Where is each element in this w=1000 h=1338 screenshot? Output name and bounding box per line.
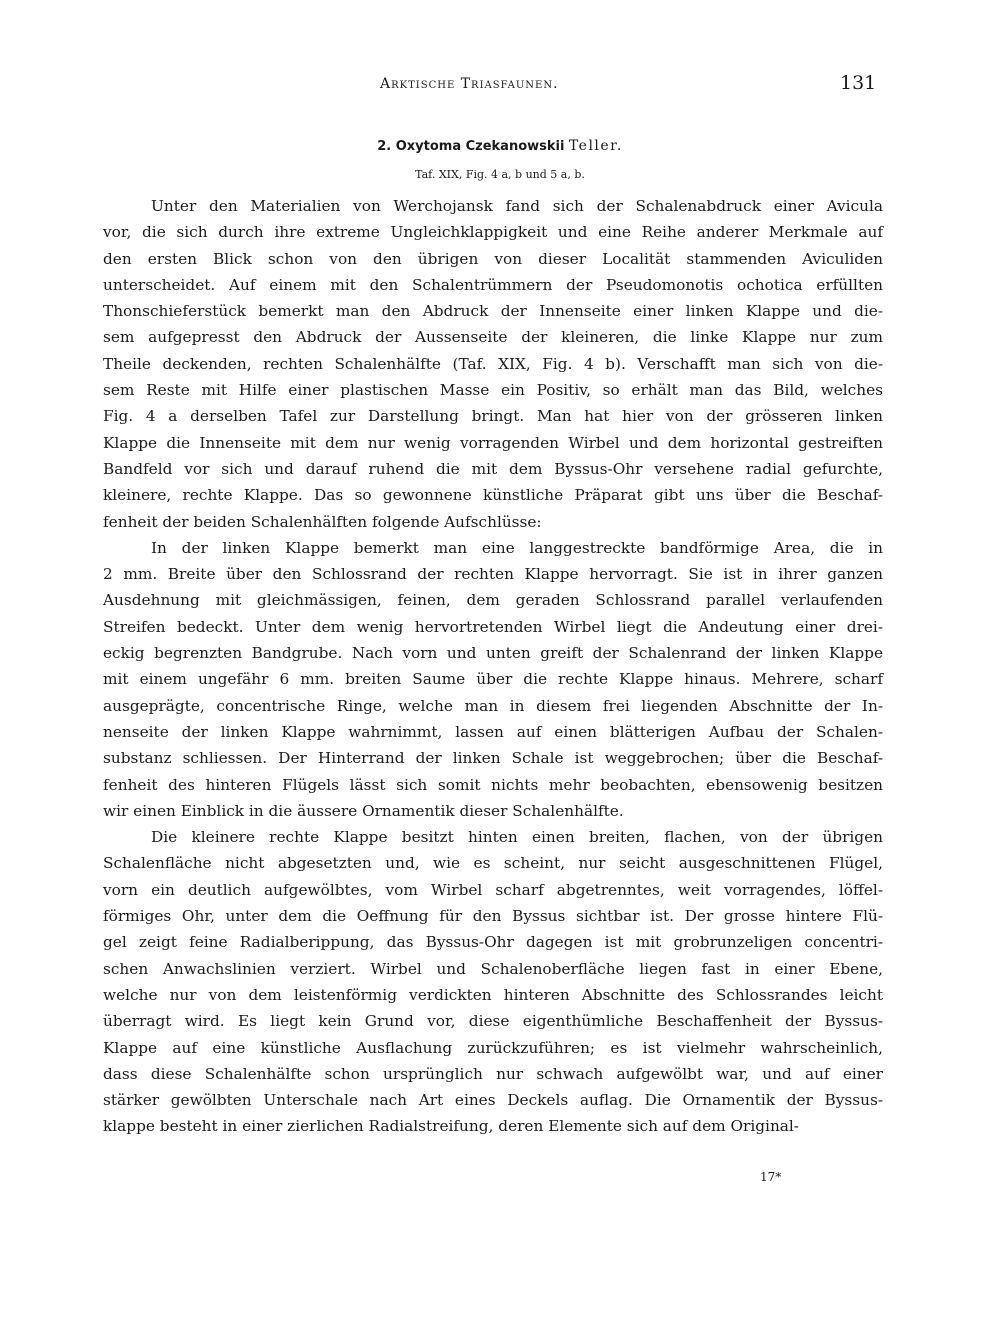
text-line: sem Reste mit Hilfe einer plastischen Masse ein Positiv, so erhält man das Bild, welches	[103, 381, 883, 400]
text-line: vorn ein deutlich aufgewölbtes, vom Wirbel scharf abgetrenntes, weit vorragendes, löffel-	[103, 880, 883, 899]
species-name: 2. Oxytoma Czekanowskii	[377, 139, 565, 154]
text-line: Schalenfläche nicht abgesetzten und, wie es scheint, nur seicht ausgeschnittenen Flügel,	[103, 854, 883, 873]
plate-reference: Taf. XIX, Fig. 4 a, b und 5 a, b.	[415, 168, 585, 181]
text-line: förmiges Ohr, unter dem die Oeffnung für den Byssus sichtbar ist. Der grosse hintere Flü-	[103, 907, 883, 926]
text-line: wir einen Einblick in die äussere Ornamentik dieser Schalenhälfte.	[103, 801, 624, 820]
text-line: klappe besteht in einer zierlichen Radialstreifung, deren Elemente sich auf dem Original-	[103, 1117, 799, 1136]
page-number: 131	[840, 72, 877, 94]
text-line: Streifen bedeckt. Unter dem wenig hervortretenden Wirbel liegt die Andeutung einer drei-	[103, 617, 883, 636]
text-line: 2 mm. Breite über den Schlossrand der rechten Klappe hervorragt. Sie ist in ihrer ganzen	[103, 565, 883, 584]
text-line: welche nur von dem leistenförmig verdickten hinteren Abschnitte des Schlossrandes leicht	[103, 985, 883, 1004]
text-line: Klappe die Innenseite mit dem nur wenig vorragenden Wirbel und dem horizontal gestreiften	[103, 433, 883, 452]
text-line: unterscheidet. Auf einem mit den Schalentrümmern der Pseudomonotis ochotica erfüllten	[103, 275, 883, 294]
text-line: Klappe auf eine künstliche Ausflachung zurückzuführen; es ist vielmehr wahrscheinlich,	[103, 1038, 883, 1057]
paragraph	[103, 824, 883, 1140]
text-line: Fig. 4 a derselben Tafel zur Darstellung bringt. Man hat hier von der grösseren linken	[103, 407, 883, 426]
paragraph	[103, 193, 883, 535]
text-line: gel zeigt feine Radialberippung, das Byssus-Ohr dagegen ist mit grobrunzeligen concentri-	[103, 933, 883, 952]
text-line: nenseite der linken Klappe wahrnimmt, lassen auf einen blätterigen Aufbau der Schalen-	[103, 722, 883, 741]
signature-mark: 17*	[760, 1170, 782, 1184]
text-line: schen Anwachslinien verziert. Wirbel und Schalenoberfläche liegen fast in einer Ebene,	[103, 959, 883, 978]
paragraph	[103, 535, 883, 824]
text-line: sem aufgepresst den Abdruck der Aussenseite der kleineren, die linke Klappe nur zum	[103, 328, 883, 347]
text-line: Die kleinere rechte Klappe besitzt hinten einen breiten, flachen, von der übrigen	[151, 828, 883, 847]
species-heading	[0, 138, 1000, 154]
running-head	[0, 72, 1000, 98]
text-line: eckig begrenzten Bandgrube. Nach vorn und unten greift der Schalenrand der linken Klappe	[103, 644, 883, 663]
text-line: fenheit des hinteren Flügels lässt sich somit nichts mehr beobachten, ebensowenig besitzen	[103, 775, 883, 794]
species-author: Teller.	[568, 138, 623, 154]
text-line: Bandfeld vor sich und darauf ruhend die mit dem Byssus-Ohr versehene radial gefurchte,	[103, 459, 883, 478]
text-line: In der linken Klappe bemerkt man eine langgestreckte bandförmige Area, die in	[151, 538, 883, 557]
text-line: Ausdehnung mit gleichmässigen, feinen, dem geraden Schlossrand parallel verlaufenden	[103, 591, 883, 610]
text-line: überragt wird. Es liegt kein Grund vor, diese eigenthümliche Beschaffenheit der Byssus-	[103, 1012, 883, 1031]
text-line: Unter den Materialien von Werchojansk fand sich der Schalenabdruck einer Avicula	[151, 197, 883, 215]
text-line: mit einem ungefähr 6 mm. breiten Saume über die rechte Klappe hinaus. Mehrere, scharf	[103, 670, 883, 689]
text-line: vor, die sich durch ihre extreme Ungleichklappigkeit und eine Reihe anderer Merkmale auf	[103, 223, 883, 242]
text-line: Theile deckenden, rechten Schalenhälfte (Taf. XIX, Fig. 4 b). Verschafft man sich von die-	[103, 354, 883, 373]
text-line: ausgeprägte, concentrische Ringe, welche man in diesem frei liegenden Abschnitte der In-	[103, 696, 883, 715]
text-line: den ersten Blick schon von den übrigen von dieser Localität stammenden Aviculiden	[103, 249, 883, 268]
text-line: kleinere, rechte Klappe. Das so gewonnene künstliche Präparat gibt uns über die Beschaf-	[103, 486, 883, 505]
text-line: substanz schliessen. Der Hinterrand der linken Schale ist weggebrochen; über die Beschaf-	[103, 749, 883, 768]
running-title: Arktische Triasfaunen.	[380, 76, 559, 92]
body-text	[103, 193, 883, 1140]
text-line: Thonschieferstück bemerkt man den Abdruck der Innenseite einer linken Klappe und die-	[103, 302, 883, 321]
text-line: fenheit der beiden Schalenhälften folgende Aufschlüsse:	[103, 512, 542, 531]
text-line: dass diese Schalenhälfte schon ursprünglich nur schwach aufgewölbt war, und auf einer	[103, 1064, 883, 1083]
text-line: stärker gewölbten Unterschale nach Art eines Deckels auflag. Die Ornamentik der Byssus-	[103, 1091, 883, 1110]
